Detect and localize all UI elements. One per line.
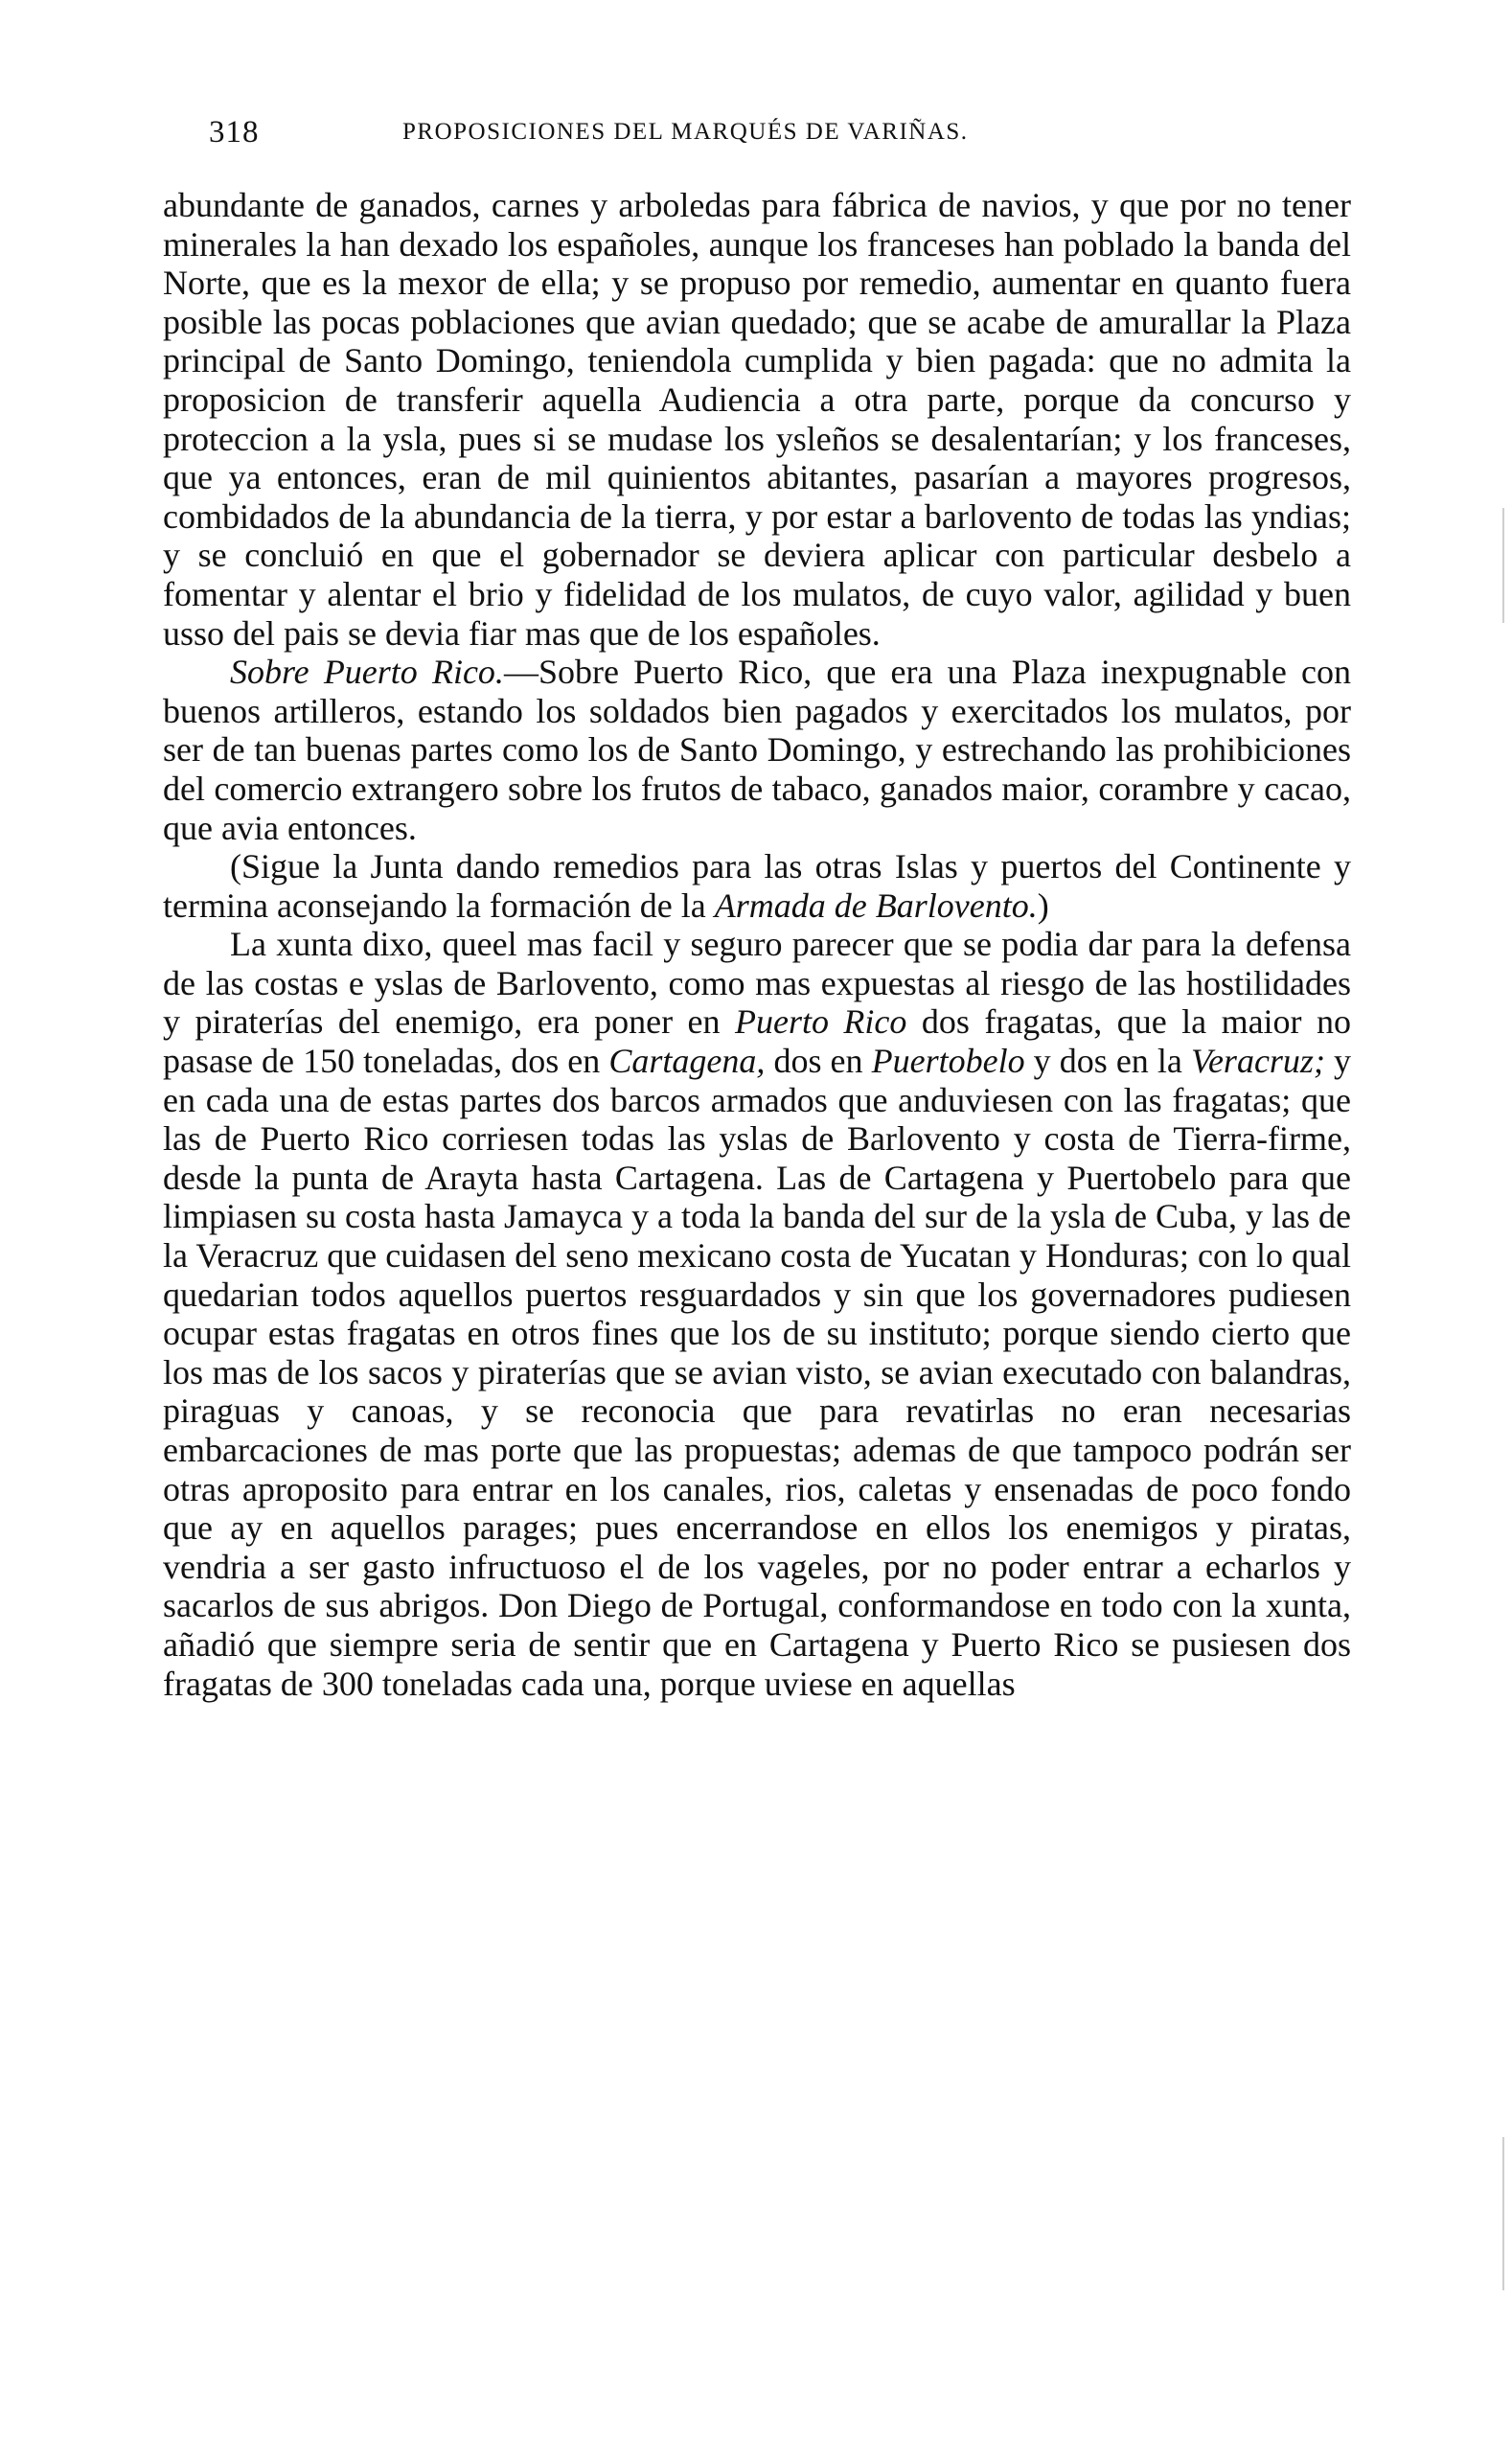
- paragraph-editorial-note: [163, 847, 1351, 925]
- paragraph-text: La xunta dixo, queel mas facil y seguro parecer que se podia dar para la defensa de las costas e yslas de Barlovento, como mas expuestas al riesgo de las hostilidades y piraterías del enemigo, era poner en: [163, 925, 1351, 1042]
- running-title: PROPOSICIONES DEL MARQUÉS DE VARIÑAS.: [402, 119, 969, 145]
- paragraph-xunta: [163, 925, 1351, 1703]
- section-heading-italic: Sobre Puerto Rico.: [230, 653, 504, 692]
- book-page: [163, 107, 1352, 1703]
- paragraph-text: —Sobre Puerto Rico, que era una Plaza inexpugnable con buenos artilleros, estando los soldados bien pagados y exercitados los mulatos, por ser de tan buenas partes como los de Santo Domingo, y estrechando las prohibiciones del comercio extrangero sobre los frutos de tabaco, ganados maior, corambre y cacao, que avia entonces.: [163, 653, 1351, 847]
- paragraph-text: dos en: [765, 1042, 872, 1081]
- paragraph-text: dos fragatas, que la maior no pasase de 150 toneladas, dos en: [163, 1002, 1351, 1081]
- margin-rule: [1502, 2137, 1504, 2290]
- italic-place: Veracruz;: [1190, 1042, 1325, 1081]
- italic-place: Puertobelo: [871, 1042, 1025, 1081]
- body-text: [163, 186, 1351, 1703]
- paragraph-puerto-rico: [163, 653, 1351, 847]
- paragraph-continuation: abundante de ganados, carnes y arboledas para fábrica de navios, y que por no tener minerales la han dexado los españoles, aunque los franceses han poblado la banda del Norte, que es la mexor de ella; y se propuso por remedio, aumentar en quanto fuera posible las pocas poblaciones que avian quedado; que se acabe de amurallar la Plaza principal de Santo Domingo, teniendola cumplida y bien pagada: que no admita la proposicion de transferir aquella Audiencia a otra parte, porque da concurso y proteccion a la ysla, pues si se mudase los ysleños se desalentarían; y los franceses, que ya entonces, eran de mil quinientos abitantes, pasarían a mayores progresos, combidados de la abundancia de la tierra, y por estar a barlovento de todas las yndias; y se concluió en que el gobernador se deviera aplicar con particular desbelo a fomentar y alentar el brio y fidelidad de los mulatos, de cuyo valor, agilidad y buen usso del pais se devia fiar mas que de los españoles.: [163, 186, 1351, 653]
- running-header: [163, 107, 1351, 153]
- italic-phrase: Armada de Barlovento.: [714, 885, 1038, 925]
- paragraph-text: (Sigue la Junta dando remedios para las otras Islas y puertos del Continente y termina aconsejando la formación de la: [163, 847, 1351, 925]
- paragraph-text: ): [1037, 885, 1049, 925]
- italic-place: Cartagena,: [608, 1042, 766, 1081]
- margin-rule: [1502, 508, 1504, 623]
- page-number: 318: [209, 115, 260, 149]
- paragraph-text: y en cada una de estas partes dos barcos armados que anduviesen con las fragatas; que las de Puerto Rico corriesen todas las yslas de Barlovento y costa de Tierra-firme, desde la punta de Arayta hasta Cartagena. Las de Cartagena y Puertobelo para que limpiasen su costa hasta Jamayca y a toda la banda del sur de la ysla de Cuba, y las de la Veracruz que cuidasen del seno mexicano costa de Yucatan y Honduras; con lo qual quedarian todos aquellos puertos resguardados y sin que los governadores pudiesen ocupar estas fragatas en otros fines que los de su instituto; porque siendo cierto que los mas de los sacos y piraterías que se avian visto, se avian executado con balandras, piraguas y canoas, y se reconocia que para revatirlas no eran necesarias embarcaciones de mas porte que las propuestas; ademas de que tampoco podrán ser otras aproposito para entrar en los canales, rios, caletas y ensenadas de poco fondo que ay en aquellos parages; pues encerrandose en ellos los enemigos y piratas, vendria a ser gasto infructuoso el de los vageles, por no poder entrar a echarlos y sacarlos de sus abrigos. Don Diego de Portugal, conformandose en todo con la xunta, añadió que siempre seria de sentir que en Cartagena y Puerto Rico se pusiesen dos fragatas de 300 toneladas cada una, porque uviese en aquellas: [163, 1042, 1352, 1703]
- italic-place: Puerto Rico: [734, 1002, 907, 1042]
- paragraph-text: y dos en la: [1024, 1042, 1191, 1081]
